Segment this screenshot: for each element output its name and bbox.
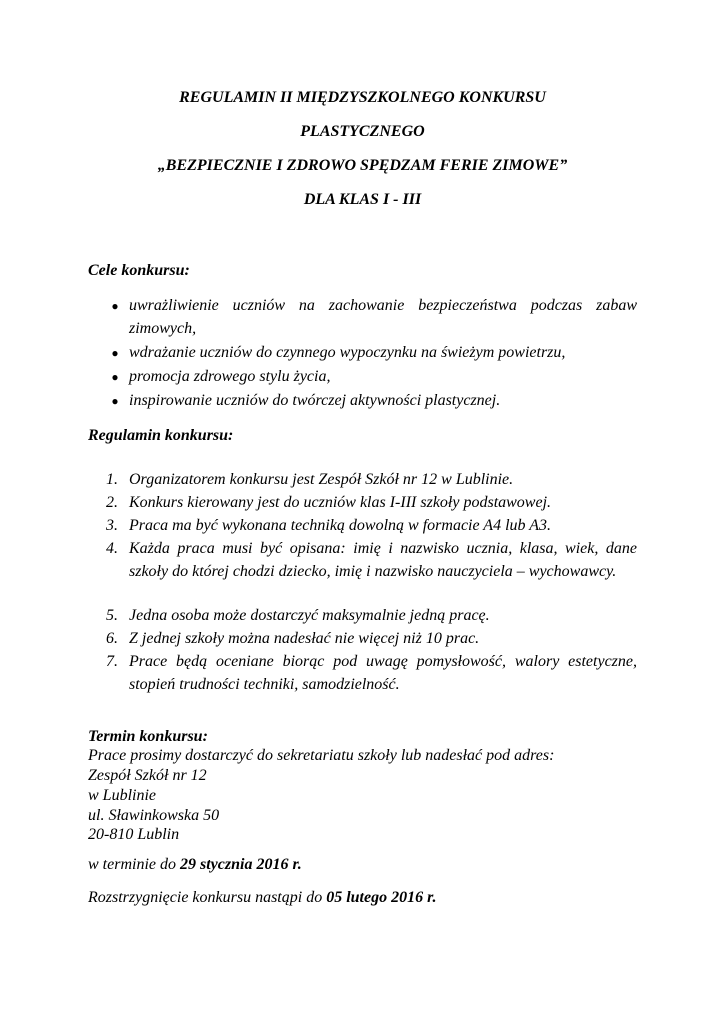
rule-text: Z jednej szkoły można nadesłać nie więcej niż 10 prac.	[129, 630, 480, 647]
result-prefix: Rozstrzygnięcie konkursu nastąpi do	[88, 889, 327, 906]
title-line-2: PLASTYCZNEGO	[300, 123, 425, 140]
rule-number: 7.	[106, 653, 118, 670]
term-line	[88, 855, 302, 875]
rule-number: 5.	[106, 607, 118, 624]
rules-heading: Regulamin konkursu:	[88, 427, 234, 444]
rule-text: Konkurs kierowany jest do uczniów klas I-III szkoły podstawowej.	[129, 494, 552, 511]
result-date: 05 lutego 2016 r.	[326, 889, 437, 906]
address-line: w Lublinie	[88, 787, 157, 804]
result-line	[88, 888, 436, 908]
rule-text: Praca ma być wykonana techniką dowolną w formacie A4 lub A3.	[129, 517, 552, 534]
rule-number: 1.	[106, 471, 118, 488]
goal-text: promocja zdrowego stylu życia,	[129, 368, 331, 385]
rule-number: 4.	[106, 540, 118, 557]
rule-text: Każda praca musi być opisana: imię i nazwisko ucznia, klasa, wiek, dane szkoły do której chodzi dziecko, imię i nazwisko nauczyciela – wychowawcy.	[129, 540, 637, 580]
bullet-icon: ●	[111, 299, 119, 313]
title-line-3: „BEZPIECZNIE I ZDROWO SPĘDZAM FERIE ZIMOWE”	[157, 157, 568, 174]
address-line: 20-810 Lublin	[88, 826, 180, 843]
rule-number: 3.	[106, 517, 118, 534]
goals-heading: Cele konkursu:	[88, 262, 190, 279]
rule-text: Jedna osoba może dostarczyć maksymalnie jedną pracę.	[129, 607, 490, 624]
address-line: Zespół Szkół nr 12	[88, 767, 207, 784]
address-line: ul. Sławinkowska 50	[88, 807, 220, 824]
bullet-icon: ●	[111, 370, 119, 384]
deadline-intro: Prace prosimy dostarczyć do sekretariatu szkoły lub nadesłać pod adres:	[88, 747, 555, 764]
goal-text: inspirowanie uczniów do twórczej aktywności plastycznej.	[129, 392, 501, 409]
bullet-icon: ●	[111, 394, 119, 408]
term-date: 29 stycznia 2016 r.	[180, 856, 302, 873]
rule-text: Prace będą oceniane biorąc pod uwagę pomysłowość, walory estetyczne, stopień trudności techniki, samodzielność.	[129, 653, 637, 693]
goal-text: wdrażanie uczniów do czynnego wypoczynku na świeżym powietrzu,	[129, 344, 566, 361]
goal-text: uwrażliwienie uczniów na zachowanie bezpieczeństwa podczas zabaw zimowych,	[129, 297, 637, 337]
rule-text: Organizatorem konkursu jest Zespół Szkół nr 12 w Lublinie.	[129, 471, 514, 488]
title-line-4: DLA KLAS I - III	[303, 191, 422, 208]
rule-number: 2.	[106, 494, 118, 511]
term-prefix: w terminie do	[88, 856, 180, 873]
bullet-icon: ●	[111, 346, 119, 360]
title-line-1: REGULAMIN II MIĘDZYSZKOLNEGO KONKURSU	[179, 89, 546, 106]
deadline-heading: Termin konkursu:	[88, 728, 208, 745]
rule-number: 6.	[106, 630, 118, 647]
